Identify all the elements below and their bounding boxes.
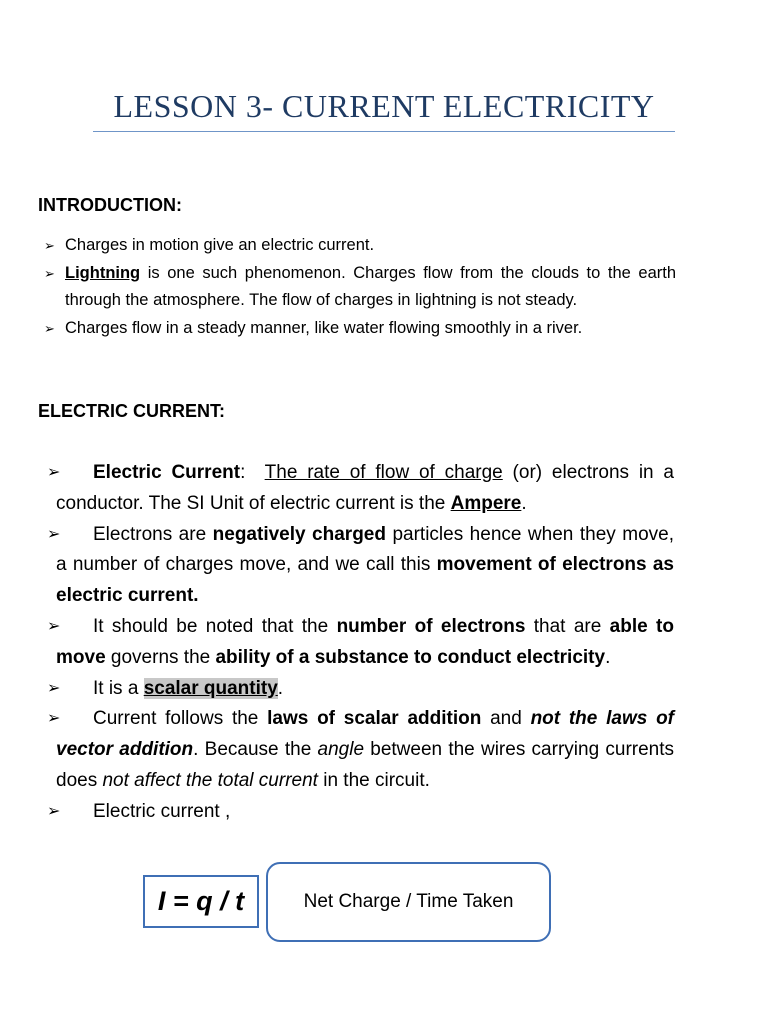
scalar-quantity-highlight: scalar quantity [143, 677, 278, 699]
arrowhead-bullet-icon: ➢ [47, 710, 61, 728]
introduction-heading: INTRODUCTION: [38, 195, 182, 215]
arrowhead-bullet-icon: ➢ [47, 464, 61, 481]
lightning-term: Lightning [65, 263, 141, 282]
arrowhead-bullet-icon: ➢ [47, 679, 61, 697]
electric-current-heading: ELECTRIC CURRENT: [38, 401, 225, 421]
introduction-list [44, 232, 676, 342]
formula-box: I = q / t [143, 875, 259, 928]
list-item: ➢ It is a scalar quantity. [56, 674, 674, 705]
arrowhead-bullet-icon: ➢ [44, 265, 55, 281]
arrowhead-bullet-icon: ➢ [44, 320, 55, 336]
list-item: ➢ Electrons are negatively charged particles hence when they move, a number of charges move, and we call this movement of electrons as electric current. [56, 520, 674, 612]
list-item: ➢ Current follows the laws of scalar addition and not the laws of vector addition. Because the angle between the wires carrying currents does not affect the total current in the circuit. [56, 704, 674, 796]
list-item: ➢ It should be noted that the number of electrons that are able to move governs the ability of a substance to conduct electricity. [56, 612, 674, 674]
list-item: ➢ Charges in motion give an electric current. [44, 232, 676, 260]
page-title: LESSON 3- CURRENT ELECTRICITY [113, 88, 655, 124]
list-item: ➢ Electric Current: The rate of flow of charge (or) electrons in a conductor. The SI Unit of electric current is the Ampere. [56, 458, 674, 520]
list-item: ➢ Lightning is one such phenomenon. Charges flow from the clouds to the earth through the atmosphere. The flow of charges in lightning is not steady. [44, 260, 676, 315]
title-underline [93, 131, 675, 132]
arrowhead-bullet-icon: ➢ [47, 525, 61, 543]
electric-current-list [47, 458, 675, 828]
list-item: ➢ Charges flow in a steady manner, like water flowing smoothly in a river. [44, 315, 676, 343]
arrowhead-bullet-icon: ➢ [47, 802, 61, 820]
list-item: ➢ Electric current , [56, 797, 674, 828]
arrowhead-bullet-icon: ➢ [44, 238, 55, 253]
definition-box: Net Charge / Time Taken [266, 862, 551, 942]
arrowhead-bullet-icon: ➢ [47, 617, 61, 635]
